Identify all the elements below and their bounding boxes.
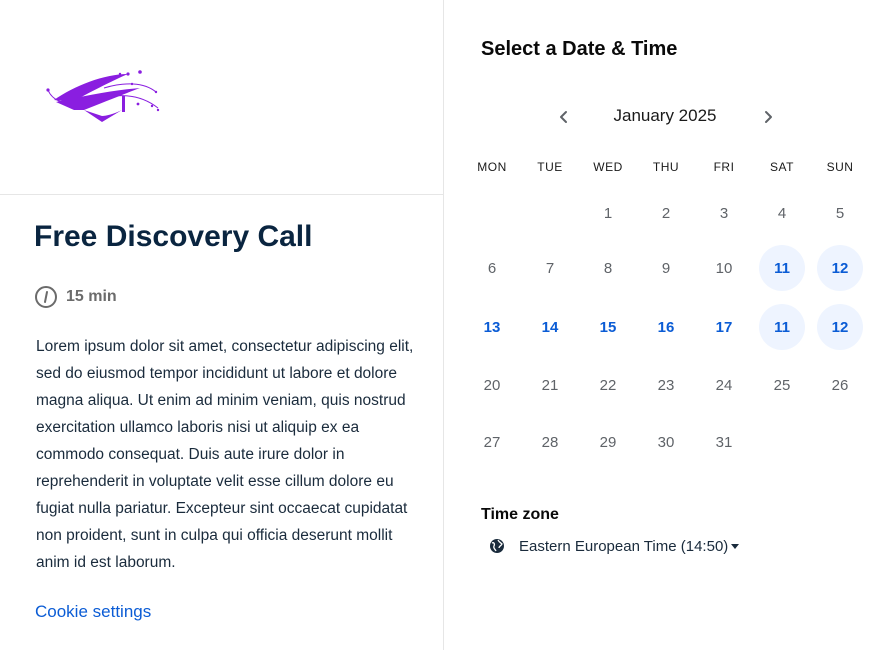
brand-logo xyxy=(44,66,162,130)
duration-label: 15 min xyxy=(66,288,117,305)
calendar-day: 5 xyxy=(835,204,845,222)
timezone-value: Eastern European Time (14:50) xyxy=(519,537,729,555)
chevron-right-icon xyxy=(761,110,775,124)
calendar-day: 8 xyxy=(603,259,613,277)
weekday-wed: WED xyxy=(593,160,623,174)
calendar-day-available[interactable]: 15 xyxy=(599,318,617,336)
calendar-day: 2 xyxy=(661,204,671,222)
next-month-button[interactable] xyxy=(753,102,783,132)
timezone-title: Time zone xyxy=(481,506,559,523)
event-title: Free Discovery Call xyxy=(34,220,313,253)
weekday-sat: SAT xyxy=(770,160,794,174)
calendar-day: 21 xyxy=(541,376,559,394)
calendar-day: 25 xyxy=(773,376,791,394)
calendar-day: 10 xyxy=(715,259,733,277)
month-navigation xyxy=(545,100,785,134)
calendar-day-available[interactable]: 13 xyxy=(483,318,501,336)
calendar-day: 29 xyxy=(599,433,617,451)
calendar-day: 9 xyxy=(661,259,671,277)
timezone-select[interactable] xyxy=(489,535,740,557)
scheduler-title: Select a Date & Time xyxy=(481,38,678,60)
calendar-day-available[interactable]: 12 xyxy=(817,304,863,350)
globe-icon xyxy=(489,538,505,554)
calendar-day: 28 xyxy=(541,433,559,451)
chevron-left-icon xyxy=(557,110,571,124)
calendar-day: 20 xyxy=(483,376,501,394)
cookie-settings-link[interactable]: Cookie settings xyxy=(35,602,152,621)
calendar-day: 3 xyxy=(719,204,729,222)
scheduler-panel xyxy=(445,0,882,650)
calendar-day-available[interactable]: 17 xyxy=(715,318,733,336)
calendar-day-available[interactable]: 11 xyxy=(759,245,805,291)
logo-area xyxy=(0,0,444,195)
calendar-day-available[interactable]: 16 xyxy=(657,318,675,336)
calendar-day: 1 xyxy=(603,204,613,222)
weekday-sun: SUN xyxy=(826,160,854,174)
calendar-day: 22 xyxy=(599,376,617,394)
weekday-fri: FRI xyxy=(713,160,735,174)
calendar-day-available[interactable]: 12 xyxy=(817,245,863,291)
calendar-day: 7 xyxy=(545,259,555,277)
current-month-label: January 2025 xyxy=(613,106,717,125)
calendar-day: 31 xyxy=(715,433,733,451)
weekday-mon: MON xyxy=(477,160,507,174)
caret-down-icon xyxy=(730,541,740,551)
weekday-thu: THU xyxy=(652,160,680,174)
calendar-day: 4 xyxy=(777,204,787,222)
calendar-day: 6 xyxy=(487,259,497,277)
calendar-day-available[interactable]: 14 xyxy=(541,318,559,336)
duration-row xyxy=(34,285,117,309)
calendar-day: 24 xyxy=(715,376,733,394)
calendar-day: 23 xyxy=(657,376,675,394)
event-description: Lorem ipsum dolor sit amet, consectetur adipiscing elit, sed do eiusmod tempor incididunt ut labore et dolore magna aliqua. Ut enim ad minim veniam, quis nostrud exercitation ullamco laboris nisi ut aliquip ex ea commodo consequat. Duis aute irure dolor in reprehenderit in voluptate velit esse cillum dolore eu fugiat nulla pariatur. Excepteur sint occaecat cupidatat non proident, sunt in culpa qui officia deserunt mollit anim id est laborum. xyxy=(36,338,414,571)
calendar-day: 27 xyxy=(483,433,501,451)
calendar-day: 26 xyxy=(831,376,849,394)
weekday-tue: TUE xyxy=(537,160,563,174)
calendar-day-available[interactable]: 11 xyxy=(759,304,805,350)
calendar-day: 30 xyxy=(657,433,675,451)
clock-icon xyxy=(34,285,58,309)
